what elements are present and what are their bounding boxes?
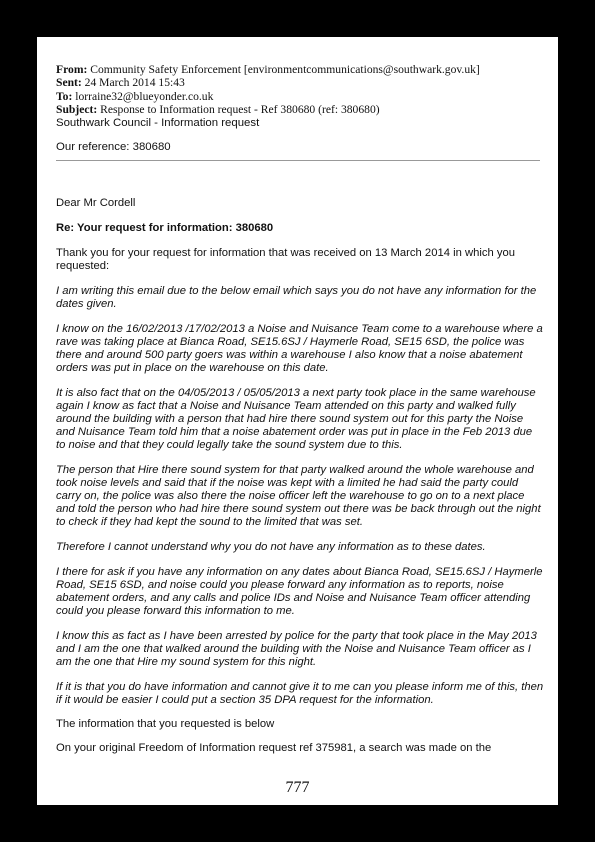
quoted-paragraph: If it is that you do have information and cannot give it to me can you please inform me of this, then if it would be easier I could put a section 35 DPA request for the information. [56,681,544,706]
salutation: Dear Mr Cordell [56,197,136,209]
quoted-paragraph: I am writing this email due to the below email which says you do not have any information for the dates given. [56,285,537,310]
page-number: 777 [285,779,310,796]
document-page [37,37,558,805]
email-header [56,63,546,130]
from-line: From: Community Safety Enforcement [environmentcommunications@southwark.gov.uk] [56,63,480,76]
quoted-paragraph: It is also fact that on the 04/05/2013 / 05/05/2013 a next party took place in the same warehouse again I know as fact that a Noise and Nuisance Team attended on this party and walked fully around the building with a person that had hire there sound system out for this party the Noise and Nuisance Team told him that a noise abatement order was put in place in the Feb 2013 due to noise and that they could legally take the sound system due to this. [56,387,536,451]
quoted-paragraph: I know on the 16/02/2013 /17/02/2013 a Noise and Nuisance Team come to a warehouse where a rave was taking place at Bianca Road, SE15.6SJ / Haymerle Road, SE15 6SD, the police was there and around 500 party goers was within a warehouse I also know that a noise abatement orders was put in place on the warehouse on this date. [56,323,543,374]
intro-paragraph: Thank you for your request for information that was received on 13 March 2014 in which you requested: [56,247,515,272]
sent-line: Sent: 24 March 2014 15:43 [56,76,185,90]
letter-body [56,197,544,767]
quoted-paragraph: The person that Hire there sound system for that party walked around the whole warehouse and took noise levels and said that if the noise was kept with a limited he had said the party could carry on, the police was also there the noise officer left the warehouse to go on to a next place and told the person who had hire there sound system out there was be back through out the night to check if they had kept the sound to the limited that was set. [56,464,541,528]
last-line: On your original Freedom of Information request ref 375981, a search was made on the [56,742,492,754]
to-line: To: lorraine32@blueyonder.co.uk [56,89,214,103]
council-line: Southwark Council - Information request [56,116,260,129]
quoted-paragraph: I there for ask if you have any information on any dates about Bianca Road, SE15.6SJ / Haymerle Road, SE15 6SD, and noise could you please forward any information as to reports, noise abatement orders, and any calls and police IDs and Noise and Nuisance Team officer attending could you please forward this information to me. [56,566,543,617]
our-reference: Our reference: 380680 [56,141,171,153]
info-line: The information that you requested is below [56,718,275,730]
re-line: Re: Your request for information: 380680 [56,222,274,234]
subject-line: Subject: Response to Information request - Ref 380680 (ref: 380680) [56,103,380,117]
quoted-paragraph: Therefore I cannot understand why you do not have any information as to these dates. [56,541,486,553]
quoted-paragraph: I know this as fact as I have been arrested by police for the party that took place in the May 2013 and I am the one that walked around the building with the Noise and Nuisance Team officer as I am the one that Hire my sound system for this night. [56,630,537,668]
header-divider [56,160,540,161]
